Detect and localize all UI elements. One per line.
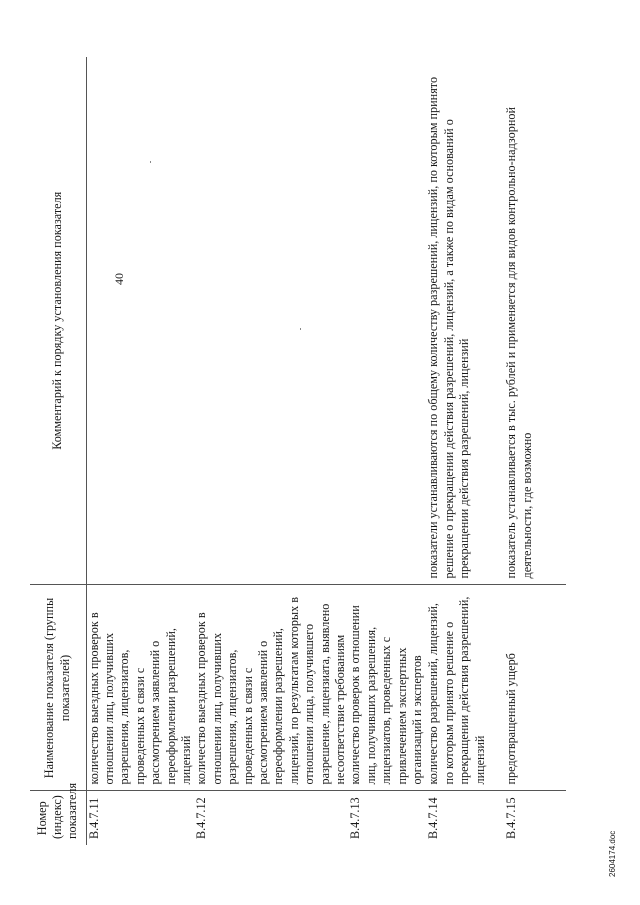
document-code: 2604174.doc xyxy=(608,830,617,877)
scan-speck xyxy=(300,328,301,330)
row-name: количество проверок в отношении лиц, получивших разрешения, лицензиатов, проведенных с привлечением экспертных организаций и экспертов xyxy=(348,585,426,791)
table-header-row xyxy=(30,57,86,845)
table-row xyxy=(426,57,504,845)
row-index: В.4.7.14 xyxy=(426,797,441,839)
row-index: В.4.7.15 xyxy=(504,797,519,839)
row-name: количество выездных проверок в отношении лиц, получивших разрешения, лицензиатов, проведенных в связи с рассмотрением заявлений о переоформлении разрешений, лицензий, по результатам которых в отношении лица, получившего разрешение, лицензиата, выявлено несоответствие требованиям xyxy=(194,585,348,791)
row-comment xyxy=(348,57,426,585)
row-index: В.4.7.12 xyxy=(194,797,209,839)
row-index: В.4.7.13 xyxy=(348,797,363,839)
page-number: 40 xyxy=(112,273,126,285)
row-name: количество выездных проверок в отношении лиц, получивших разрешения, лицензиатов, проведенных в связи с рассмотрением заявлений о переоформлении разрешений, лицензий xyxy=(86,585,194,791)
header-comment: Комментарий к порядку установления показателя xyxy=(30,57,86,585)
header-index: Номер (индекс) показателя xyxy=(30,791,86,845)
table-row xyxy=(504,57,566,845)
row-comment: показатели устанавливаются по общему количеству разрешений, лицензий, по которым принято решение о прекращении действия разрешений, лицензий, а также по видам оснований о прекращении действия разрешений, лицензий xyxy=(426,57,504,585)
table-row xyxy=(86,57,194,845)
row-index: В.4.7.11 xyxy=(86,797,101,839)
row-name: количество разрешений, лицензий, по которым принято решение о прекращении действия разрешений, лицензий xyxy=(426,585,504,791)
table-row xyxy=(194,57,348,845)
row-comment: показатель устанавливается в тыс. рублей и применяется для видов контрольно-надзорной деятельности, где возможно xyxy=(504,57,566,585)
row-comment xyxy=(86,57,194,585)
row-name: предотвращенный ущерб xyxy=(504,585,566,791)
table-row xyxy=(348,57,426,845)
indicator-table xyxy=(30,57,566,845)
row-comment xyxy=(194,57,348,585)
header-name: Наименование показателя (группы показателей) xyxy=(30,585,86,791)
scan-speck xyxy=(150,161,151,163)
